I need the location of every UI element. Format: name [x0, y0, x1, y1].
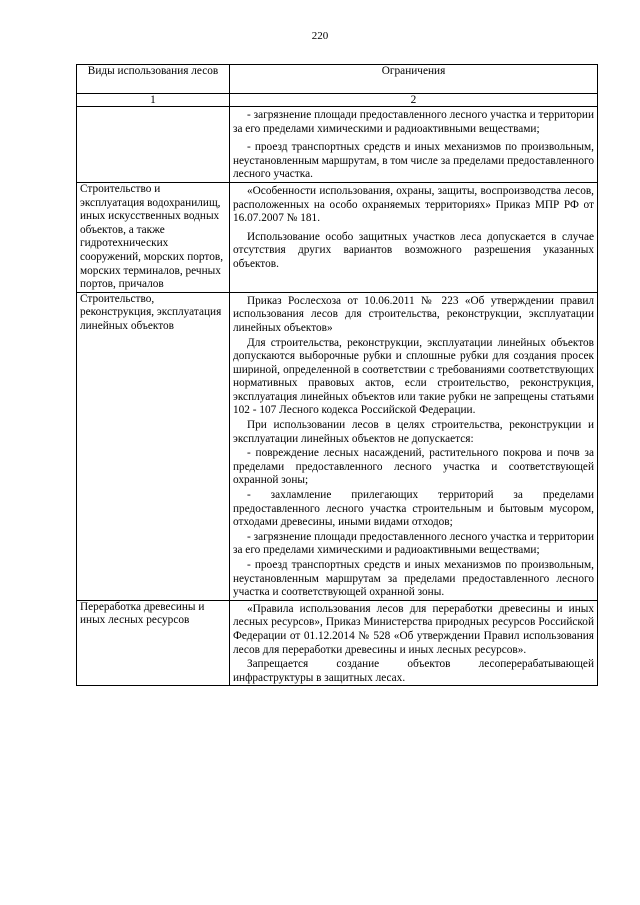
restriction-paragraph: При использовании лесов в целях строительства, реконструкции и эксплуатации линейных объектов не допускается: — [233, 419, 594, 445]
column-number-2: 2 — [230, 94, 598, 107]
restriction-paragraph: - повреждение лесных насаждений, растительного покрова и почв за пределами предоставленного лесного участка и соответствующей охранной зоны; — [233, 447, 594, 487]
restrictions-cell — [230, 292, 598, 600]
page-number: 220 — [311, 30, 329, 42]
usage-type-cell: Переработка древесины и иных лесных ресурсов — [77, 600, 230, 686]
restriction-paragraph: Запрещается создание объектов лесоперерабатывающей инфраструктуры в защитных лесах. — [233, 658, 594, 684]
restriction-paragraph: - захламление прилегающих территорий за пределами предоставленного лесного участка строительным и бытовым мусором, отходами древесины, иными видами отходов; — [233, 489, 594, 529]
restriction-paragraph: «Особенности использования, охраны, защиты, воспроизводства лесов, расположенных на особо охраняемых территориях» Приказ МПР РФ от 16.07.2007 № 181. — [233, 184, 594, 225]
usage-type-cell — [77, 107, 230, 183]
table-header-row — [77, 65, 598, 94]
restrictions-cell — [230, 107, 598, 183]
column-number-row — [77, 94, 598, 107]
usage-type-cell: Строительство и эксплуатация водохранилищ, иных искусственных водных объектов, а также гидротехнических сооружений, морских портов, морских терминалов, речных портов, причалов — [77, 182, 230, 292]
restriction-paragraph: Приказ Рослесхоза от 10.06.2011 № 223 «Об утверждении правил использования лесов для строительства, реконструкции, эксплуатации линейных объектов» — [233, 294, 594, 334]
header-usage-types: Виды использования лесов — [77, 65, 230, 94]
restriction-paragraph: - загрязнение площади предоставленного лесного участка и территории за его пределами химическими и радиоактивными веществами; — [233, 109, 594, 135]
table-row — [77, 292, 598, 600]
restrictions-cell — [230, 182, 598, 292]
header-restrictions: Ограничения — [230, 65, 598, 94]
restriction-paragraph: Для строительства, реконструкции, эксплуатации линейных объектов допускаются выборочные рубки и сплошные рубки для создания просек шириной, определенной в соответствии с требованиями соответствующих нормативных правовых актов, если строительство, реконструкция, эксплуатация линейных объектов или такие рубки не запрещены статьями 102 - 107 Лесного кодекса Российской Федерации. — [233, 336, 594, 417]
table-row — [77, 600, 598, 686]
restrictions-table — [76, 64, 598, 686]
column-number-1: 1 — [77, 94, 230, 107]
table-row — [77, 182, 598, 292]
restriction-paragraph: «Правила использования лесов для переработки древесины и иных лесных ресурсов», Приказ Министерства природных ресурсов Российской Федерации от 01.12.2014 № 528 «Об утверждении Правил использования лесов для переработки древесины и иных лесных ресурсов». — [233, 602, 594, 656]
restriction-paragraph: - проезд транспортных средств и иных механизмов по произвольным, неустановленным маршрутам за пределами предоставленного лесного участка и соответствующей охранной зоны. — [233, 559, 594, 599]
restriction-paragraph: Использование особо защитных участков леса допускается в случае отсутствия других вариантов возможного разрешения указанных объектов. — [233, 230, 594, 270]
restriction-paragraph: - загрязнение площади предоставленного лесного участка и территории за его пределами химическими и радиоактивными веществами; — [233, 530, 594, 557]
usage-type-cell: Строительство, реконструкция, эксплуатация линейных объектов — [77, 292, 230, 600]
table-row — [77, 107, 598, 183]
restrictions-cell — [230, 600, 598, 686]
restriction-paragraph: - проезд транспортных средств и иных механизмов по произвольным, неустановленным маршрутам, в том числе за пределами предоставленного лесного участка. — [233, 141, 594, 181]
